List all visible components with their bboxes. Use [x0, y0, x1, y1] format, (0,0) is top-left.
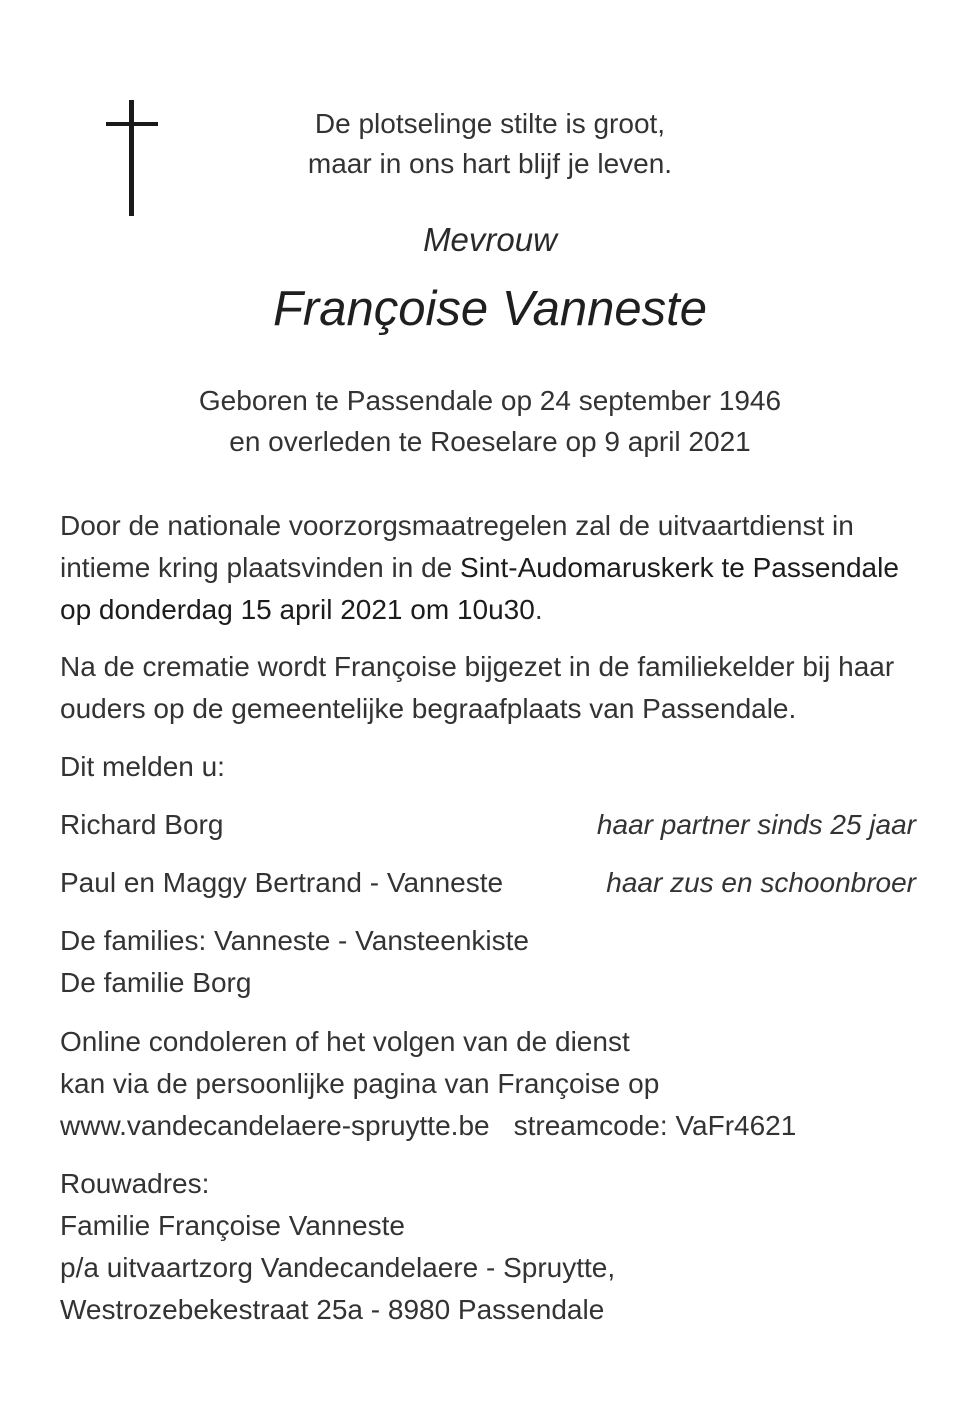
deceased-name: Françoise Vanneste [273, 282, 707, 336]
mourner-row [60, 862, 916, 904]
birth-line: Geboren te Passendale op 24 september 1946 [198, 385, 782, 416]
address-label: Rouwadres: [60, 1168, 210, 1199]
online-line-2: kan via de persoonlijke pagina van Françoise op [60, 1068, 660, 1099]
quote-line-1: De plotselinge stilte is groot, [314, 108, 666, 139]
online-line-3 [60, 1105, 930, 1147]
death-line: en overleden te Roeselare op 9 april 2021 [229, 426, 751, 457]
life-dates [0, 380, 980, 462]
quote-line-2: maar in ons hart blijf je leven. [307, 148, 673, 179]
mourning-address [60, 1163, 930, 1331]
mourner-row [60, 804, 916, 846]
burial-paragraph: Na de crematie wordt Françoise bijgezet in de familiekelder bij haar ouders op de gemeentelijke begraafplaats van Passendale. [60, 651, 895, 724]
service-end: . [534, 594, 543, 625]
service-location: Sint-Audomaruskerk te Passendale op donderdag 15 april 2021 om 10u30 [60, 552, 899, 625]
families-block [60, 920, 930, 1004]
website-link[interactable]: www.vandecandelaere-spruytte.be [60, 1110, 490, 1141]
mourner-relation: haar zus en schoonbroer [606, 867, 916, 898]
announce-label: Dit melden u: [60, 751, 225, 782]
families-line-1: De families: Vanneste - Vansteenkiste [60, 925, 529, 956]
online-line-1: Online condoleren of het volgen van de dienst [60, 1026, 630, 1057]
service-intro: Door de nationale voorzorgsmaatregelen zal de uitvaartdienst in intieme kring plaatsvinden in de [60, 510, 854, 583]
online-condolence-block [60, 1021, 930, 1147]
streamcode: streamcode: VaFr4621 [513, 1110, 797, 1141]
families-line-2: De familie Borg [60, 967, 252, 998]
mourner-name: Paul en Maggy Bertrand - Vanneste [60, 867, 504, 898]
mourner-name: Richard Borg [60, 809, 224, 840]
address-line-1: Familie Françoise Vanneste [60, 1210, 405, 1241]
address-line-2: p/a uitvaartzorg Vandecandelaere - Spruytte, [60, 1252, 616, 1283]
honorific: Mevrouw [423, 221, 557, 258]
memorial-quote [0, 104, 980, 184]
mourner-relation: haar partner sinds 25 jaar [596, 809, 916, 840]
service-paragraph [60, 505, 930, 631]
address-line-3: Westrozebekestraat 25a - 8980 Passendale [60, 1294, 605, 1325]
